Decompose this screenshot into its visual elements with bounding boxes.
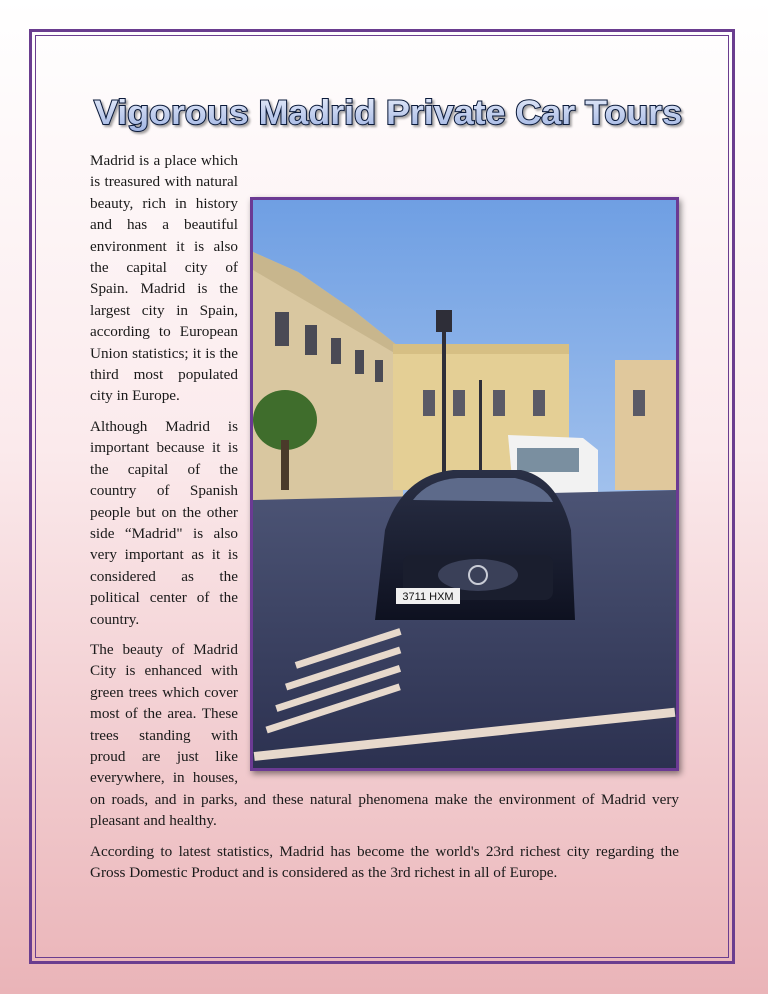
paragraph-1: Madrid is a place which is treasured with natural beauty, rich in history and has a beautiful environment it is also the capital city of Spain. Madrid is the largest city in Spain, according to European Union statistics; it is the third most populated city in Europe. xyxy=(90,152,238,405)
article-body xyxy=(90,150,679,892)
paragraph-3: The beauty of Madrid City is enhanced with green trees which cover most of the area. These trees standing with proud are just like everywhere, in houses, on roads, and in parks, and these natural phenomena make the environment of Madrid very pleasant and healthy. xyxy=(90,640,679,830)
page-title: Vigorous Madrid Private Car Tours xyxy=(94,94,682,132)
madrid-street-car-photo xyxy=(250,197,679,771)
license-plate: 3711 HXM xyxy=(402,591,454,603)
paragraph-2: Although Madrid is important because it is the capital of the country of Spanish people but on the other side “Madrid" is also very important as it is considered as the political center of the country. xyxy=(90,417,238,628)
paragraph-4: According to latest statistics, Madrid has become the world's 23rd richest city regarding the Gross Domestic Product and is considered as the 3rd richest in all of Europe. xyxy=(90,842,679,881)
page-title-graphic xyxy=(88,84,688,136)
